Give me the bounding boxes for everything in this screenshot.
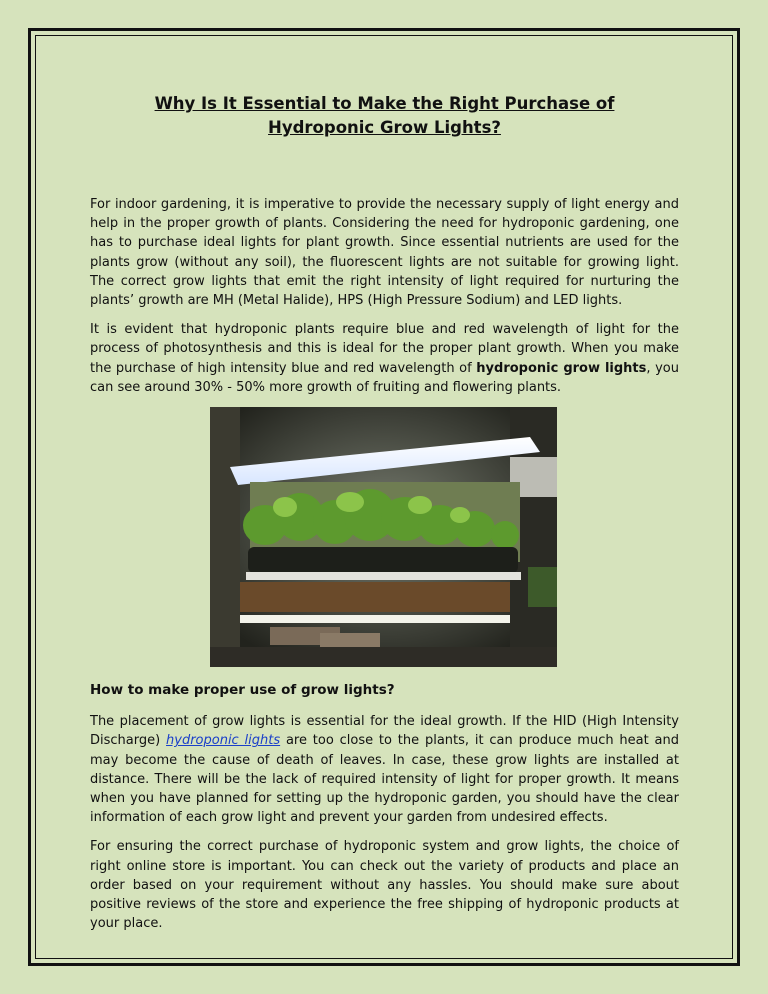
bold-keyword: hydroponic grow lights [476,360,647,376]
paragraph-placement-text: The placement of grow lights is essential for the ideal growth. If the HID (High Intensity Discharge) [90,714,679,749]
document-title [90,92,679,140]
section-heading: How to make proper use of grow lights? [90,682,395,699]
paragraph-placement-end: are too close to the plants, it can produce much heat and may become the cause of death of leaves. In case, these grow lights are installed at distance. There will be the lack of required intensity of light for proper growth. It means when you have planned for setting up the hydroponic garden, you should have the clear information of each grow light and prevent your garden from undesired effects. [90,733,679,826]
title-line-1: Why Is It Essential to Make the Right Purchase of [154,94,615,113]
title-line-2: Hydroponic Grow Lights? [268,118,501,137]
paragraph-intro: For indoor gardening, it is imperative to provide the necessary supply of light energy and help in the proper growth of plants. Considering the need for hydroponic gardening, one has to purchase ideal lights for plant growth. Since essential nutrients are used for the plants grow (without any soil), the fluorescent lights are not suitable for growing light. The correct grow lights that emit the right intensity of light required for nurturing the plants’ growth are MH (Metal Halide), HPS (High Pressure Sodium) and LED lights. [90,197,679,309]
paragraph-store: For ensuring the correct purchase of hydroponic system and grow lights, the choice of right online store is important. You can check out the variety of products and place an order based on your requirement without any hassles. You should make sure about positive reviews of the store and experience the free shipping of hydroponic products at your place. [90,839,679,932]
document-body [90,92,679,943]
hydroponic-lights-link[interactable]: hydroponic lights [166,733,281,749]
paragraph-wavelength [90,320,679,397]
paragraph-wavelength-end: , you can see around 30% - 50% more growth of fruiting and flowering plants. [90,360,680,395]
paragraph-placement [90,712,679,827]
grow-lights-photo [210,407,557,667]
paragraph-wavelength-text: It is evident that hydroponic plants require blue and red wavelength of light for the process of photosynthesis and this is ideal for the proper plant growth. When you make the purchase of high intensity blue and red wavelength of [90,322,679,376]
